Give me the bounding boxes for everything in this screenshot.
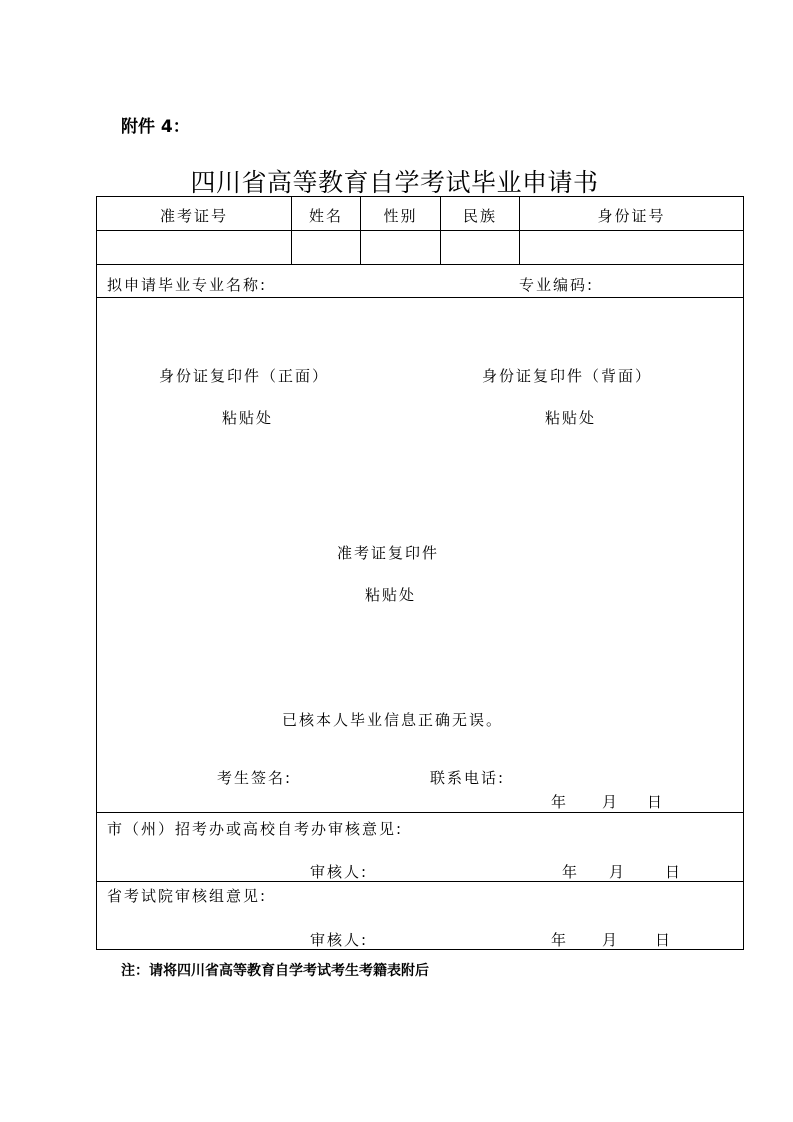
exam-card-copy-label: 准考证复印件: [337, 544, 440, 562]
major-name-label: 拟申请毕业专业名称:: [107, 276, 268, 294]
id-front-copy-label: 身份证复印件（正面）: [159, 367, 330, 385]
id-back-paste-label: 粘贴处: [545, 409, 597, 427]
signature-label: 考生签名:: [217, 769, 293, 787]
page-title: [0, 163, 793, 199]
page-title-text: 四川省高等教育自学考试毕业申请书: [190, 168, 599, 197]
major-code-label: 专业编码:: [519, 276, 595, 294]
row-divider: [97, 264, 743, 265]
id-front-paste-label: 粘贴处: [222, 409, 274, 427]
phone-label: 联系电话:: [430, 769, 506, 787]
id-back-copy-label: 身份证复印件（背面）: [482, 367, 653, 385]
row-divider: [97, 812, 743, 813]
header-name: 姓名: [308, 207, 343, 225]
name-field[interactable]: [292, 231, 360, 264]
gender-field[interactable]: [361, 231, 440, 264]
city-reviewer-label: 审核人:: [310, 863, 369, 881]
header-gender: 性别: [383, 207, 418, 225]
date-day: 日: [647, 793, 665, 811]
province-date-month: 月: [602, 931, 620, 949]
city-date-day: 日: [665, 863, 683, 881]
province-date-year: 年: [551, 931, 569, 949]
application-form: [96, 196, 744, 950]
exam-id-field[interactable]: [97, 231, 291, 264]
province-date-day: 日: [655, 931, 673, 949]
footnote: 注：请将四川省高等教育自学考试考生考籍表附后: [121, 963, 429, 979]
city-date-year: 年: [562, 863, 580, 881]
date-month: 月: [602, 793, 620, 811]
attachment-label: 附件 4：: [121, 117, 190, 137]
header-ethnicity: 民族: [462, 207, 497, 225]
row-divider: [97, 881, 743, 882]
province-review-label: 省考试院审核组意见:: [107, 887, 268, 905]
province-reviewer-label: 审核人:: [310, 931, 369, 949]
header-id-number: 身份证号: [597, 207, 666, 225]
id-number-field[interactable]: [520, 231, 743, 264]
row-divider: [97, 297, 743, 298]
exam-card-paste-label: 粘贴处: [365, 586, 417, 604]
city-date-month: 月: [609, 863, 627, 881]
header-exam-id: 准考证号: [159, 207, 228, 225]
date-year: 年: [551, 793, 569, 811]
city-review-label: 市（州）招考办或高校自考办审核意见:: [107, 820, 404, 838]
ethnicity-field[interactable]: [441, 231, 519, 264]
confirmation-text: 已核本人毕业信息正确无误。: [282, 711, 504, 729]
